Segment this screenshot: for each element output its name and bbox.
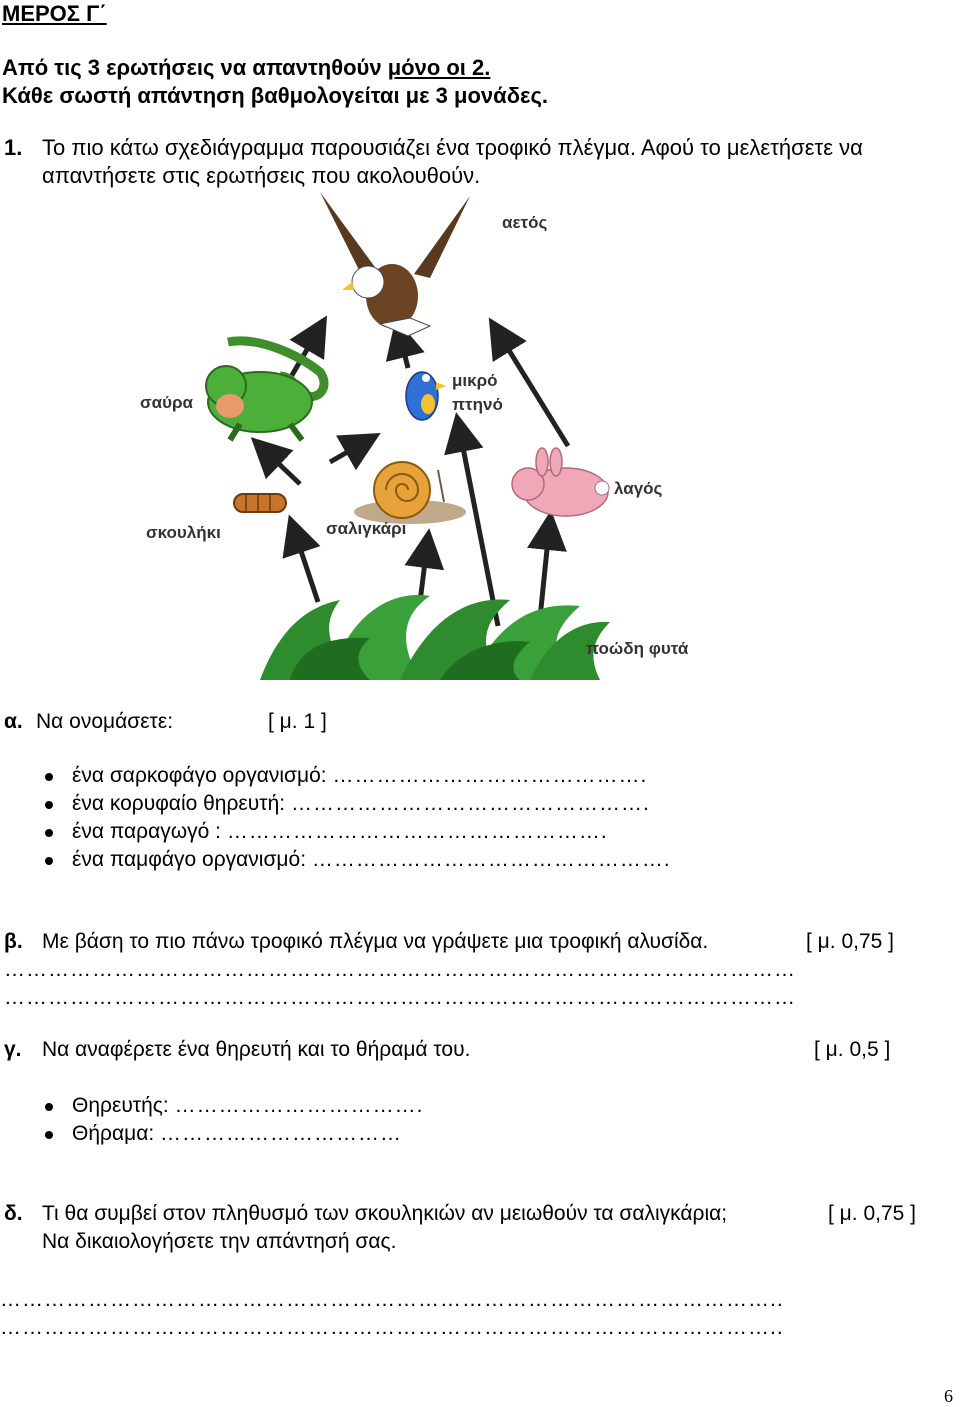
part-a-text: Να ονομάσετε: — [36, 710, 174, 733]
answer-line[interactable]: …………………………………………………………………………………………….. — [0, 1316, 784, 1339]
arrow-plants-to-snail — [420, 538, 428, 602]
part-a-marks: [ μ. 1 ] — [268, 710, 327, 733]
arrow-plants-to-hare — [540, 520, 550, 618]
hare-icon — [512, 448, 609, 516]
part-c-item-label: Θήραμα: — [72, 1122, 155, 1145]
small-bird-icon — [406, 372, 446, 420]
label-snail: σαλιγκάρι — [326, 519, 407, 538]
instructions-line-2: Κάθε σωστή απάντηση βαθμολογείται με 3 μονάδες. — [2, 83, 549, 108]
plants-icon — [260, 595, 610, 680]
part-a-item-label: ένα κορυφαίο θηρευτή: — [72, 792, 286, 815]
instructions-line-1-text: Από τις 3 ερωτήσεις να απαντηθούν — [2, 55, 388, 80]
bullet-icon — [45, 773, 53, 781]
part-c-item-label: Θηρευτής: — [72, 1094, 169, 1117]
lizard-icon — [206, 341, 324, 440]
part-b-letter: β. — [4, 930, 23, 953]
label-small-bird-line-2: πτηνό — [452, 395, 503, 414]
arrow-snail-to-bird — [330, 438, 372, 462]
label-hare: λαγός — [614, 479, 663, 498]
part-a-item-label: ένα παμφάγο οργανισμό: — [72, 848, 307, 871]
question-1-text-line-1: Το πιο κάτω σχεδιάγραμμα παρουσιάζει ένα τροφικό πλέγμα. Αφού το μελετήσετε να — [42, 135, 863, 160]
part-c-text: Να αναφέρετε ένα θηρευτή και το θήραμά του. — [42, 1038, 471, 1061]
answer-blank[interactable]: ……………………………. — [174, 1094, 424, 1117]
bullet-icon — [45, 857, 53, 865]
section-title: ΜΕΡΟΣ Γ΄ — [2, 1, 107, 26]
snail-icon — [354, 462, 466, 524]
food-web-diagram — [130, 186, 710, 680]
arrow-worm-to-lizard — [258, 444, 300, 484]
part-d-text: Τι θα συμβεί στον πληθυσμό των σκουληκιών αν μειωθούν τα σαλιγκάρια; — [42, 1202, 728, 1225]
part-b-text: Με βάση το πιο πάνω τροφικό πλέγμα να γράψετε μια τροφική αλυσίδα. — [42, 930, 709, 953]
label-small-bird-line-1: μικρό — [452, 371, 498, 390]
part-a-item-label: ένα παραγωγό : — [72, 820, 221, 843]
part-d-text-2: Να δικαιολογήσετε την απάντησή σας. — [42, 1230, 397, 1253]
arrow-hare-to-eagle — [494, 326, 568, 446]
answer-line[interactable]: ……………………………………………………………………………………………… — [4, 986, 796, 1009]
answer-line[interactable]: ……………………………………………………………………………………………… — [4, 958, 796, 981]
instructions-line-1 — [2, 54, 490, 82]
answer-blank[interactable]: …………………………………………. — [311, 848, 671, 871]
bullet-icon — [45, 801, 53, 809]
eagle-icon — [320, 192, 470, 336]
arrow-plants-to-worm — [292, 524, 318, 602]
part-d-marks: [ μ. 0,75 ] — [828, 1202, 916, 1225]
label-lizard: σαύρα — [140, 393, 193, 412]
part-c-marks: [ μ. 0,5 ] — [814, 1038, 891, 1061]
part-d-letter: δ. — [4, 1202, 23, 1225]
answer-blank[interactable]: ……………………………………. — [332, 764, 648, 787]
label-eagle: αετός — [502, 213, 548, 232]
part-c-letter: γ. — [4, 1038, 22, 1061]
page-number: 6 — [944, 1386, 953, 1406]
part-a-letter: α. — [4, 710, 23, 733]
instructions-line-1-underlined: μόνο οι 2. — [387, 55, 491, 80]
question-1-number: 1. — [4, 135, 23, 160]
arrow-plants-to-bird — [458, 422, 498, 626]
answer-blank[interactable]: ……………………………………………. — [226, 820, 608, 843]
worm-icon — [234, 494, 286, 512]
question-1-text-line-2: απαντήσετε στις ερωτήσεις που ακολουθούν. — [42, 163, 481, 188]
part-b-marks: [ μ. 0,75 ] — [806, 930, 894, 953]
label-plants: ποώδη φυτά — [586, 639, 689, 658]
part-a-item-label: ένα σαρκοφάγο οργανισμό: — [72, 764, 327, 787]
answer-blank[interactable]: …………………………………………. — [290, 792, 650, 815]
bullet-icon — [45, 1103, 53, 1111]
bullet-icon — [45, 829, 53, 837]
answer-line[interactable]: …………………………………………………………………………………………….. — [0, 1288, 784, 1311]
bullet-icon — [45, 1131, 53, 1139]
answer-blank[interactable]: …………………………… — [160, 1122, 403, 1145]
label-worm: σκουλήκι — [146, 523, 221, 542]
